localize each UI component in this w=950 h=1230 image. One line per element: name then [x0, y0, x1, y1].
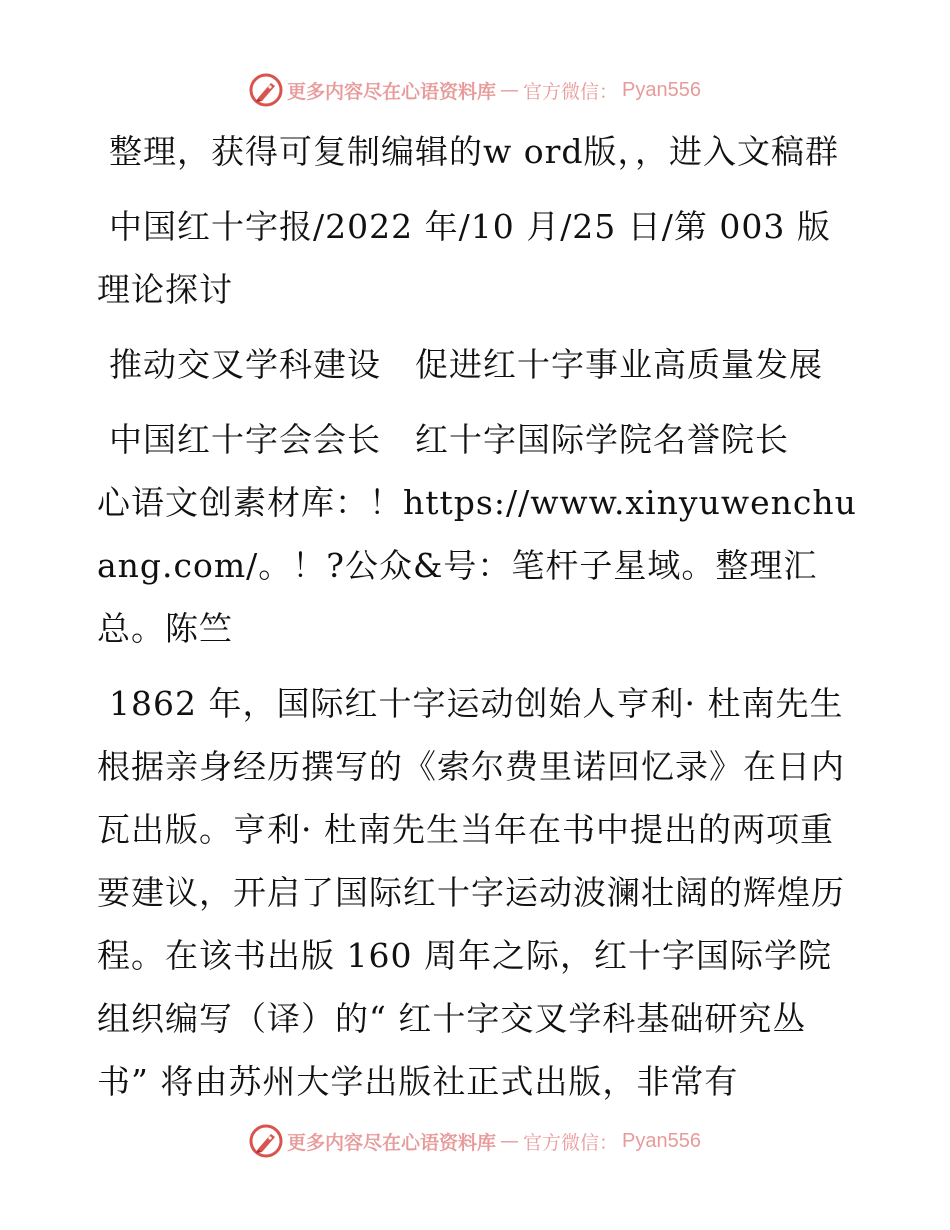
- watermark-main-text: 更多内容尽在心语资料库: [287, 80, 497, 103]
- document-body: [97, 120, 857, 1125]
- author-title-line: 中国红十字会会长 红十字国际学院名誉院长: [109, 420, 789, 459]
- watermark-wechat-id: Pyan556: [622, 78, 701, 101]
- pen-nib-icon: [249, 73, 283, 107]
- article-title: 推动交叉学科建设 促进红十字事业高质量发展: [109, 345, 823, 384]
- watermark-wechat-label: 官方微信：: [523, 80, 619, 103]
- source-line: 中国红十字报/2022 年/10 月/25 日/第 003 版理论探讨: [97, 207, 831, 309]
- watermark-header: [0, 70, 950, 110]
- intro-paragraph: 整理，获得可复制编辑的w ord版，，进入文稿群: [109, 132, 840, 171]
- watermark-wechat-id: Pyan556: [622, 1129, 701, 1152]
- watermark-footer: [0, 1121, 950, 1161]
- watermark-separator: —: [500, 1130, 520, 1152]
- body-paragraph: 1862 年，国际红十字运动创始人亨利· 杜南先生根据亲身经历撰写的《索尔费里诺回忆录》在日内瓦出版。亨利· 杜南先生当年在书中提出的两项重要建议，开启了国际红十字运动波澜壮阔的辉煌历程。在该书出版 160 周年之际，红十字国际学院组织编写（译）的“ 红十字交叉学科基础研究丛书” 将由苏州大学出版社正式出版，非常有: [97, 684, 845, 1101]
- source-note-paragraph: 心语文创素材库：！https://www.xinyuwenchuang.com/。！?公众&号：笔杆子星域。整理汇总。陈竺: [97, 483, 857, 648]
- watermark-separator: —: [500, 79, 520, 101]
- watermark-main-text: 更多内容尽在心语资料库: [287, 1131, 497, 1154]
- watermark-wechat-label: 官方微信：: [523, 1131, 619, 1154]
- pen-nib-icon: [249, 1124, 283, 1158]
